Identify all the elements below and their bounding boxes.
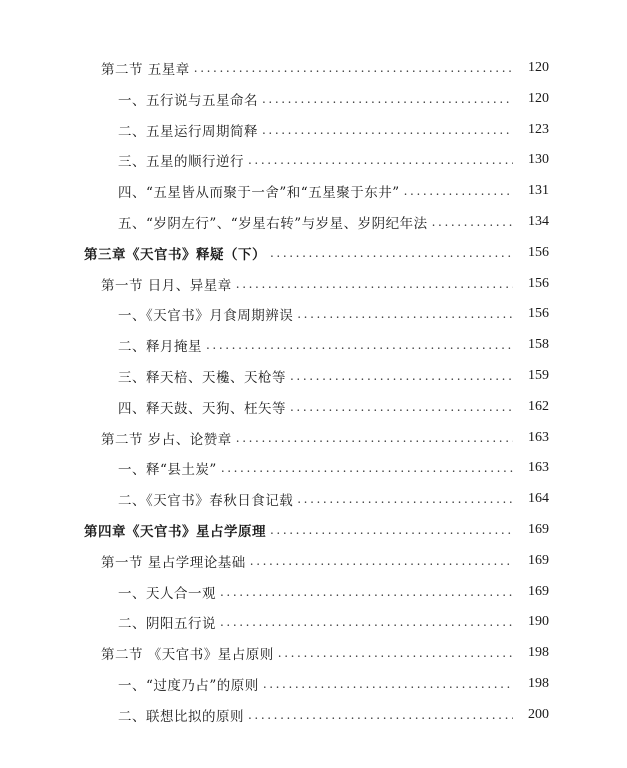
toc-page-number: 156 xyxy=(528,275,549,291)
toc-entry-title: 二、阴阳五行说 xyxy=(118,616,216,633)
toc-entry-item[interactable] xyxy=(0,87,627,111)
toc-entry-chapter[interactable] xyxy=(0,518,627,542)
toc-page-number: 134 xyxy=(528,214,549,229)
toc-entry-section[interactable] xyxy=(0,56,627,80)
toc-page-number: 156 xyxy=(528,244,549,260)
toc-leader-dots xyxy=(263,677,513,691)
toc-entry-title: 第二节 岁占、论赞章 xyxy=(101,431,232,448)
toc-entry-title: 五、“岁阴左行”、“岁星右转”与岁星、岁阴纪年法 xyxy=(118,216,428,232)
toc-leader-dots xyxy=(262,123,513,137)
toc-page-number: 120 xyxy=(528,60,549,75)
toc-leader-dots xyxy=(270,246,513,260)
toc-page-number: 169 xyxy=(528,552,549,568)
toc-page-number: 200 xyxy=(528,706,549,722)
toc-leader-dots xyxy=(262,92,513,106)
toc-page-number: 162 xyxy=(528,398,549,414)
toc-leader-dots xyxy=(220,585,513,599)
toc-entry-title: 一、《天官书》月食周期辨误 xyxy=(118,308,294,325)
toc-entry-item[interactable] xyxy=(0,118,627,142)
toc-entry-title: 第一节 日月、异星章 xyxy=(101,277,232,294)
toc-entry-item[interactable] xyxy=(0,580,627,604)
toc-leader-dots xyxy=(278,646,513,660)
toc-entry-title: 三、五星的顺行逆行 xyxy=(118,154,244,171)
toc-leader-dots xyxy=(206,338,513,352)
toc-entry-title: 二、五星运行周期简释 xyxy=(118,123,258,140)
toc-leader-dots xyxy=(248,708,513,722)
toc-entry-title: 第四章《天官书》星占学原理 xyxy=(84,524,266,540)
toc-leader-dots xyxy=(236,277,513,291)
toc-leader-dots xyxy=(194,61,513,75)
toc-entry-title: 一、天人合一观 xyxy=(118,585,216,602)
toc-page-number: 123 xyxy=(528,121,549,137)
toc-page-number: 159 xyxy=(528,368,549,383)
toc-page-number: 198 xyxy=(528,645,549,661)
toc-entry-item[interactable] xyxy=(0,364,627,388)
toc-entry-item[interactable] xyxy=(0,610,627,634)
toc-leader-dots xyxy=(221,461,513,475)
toc-leader-dots xyxy=(404,184,513,198)
toc-page-number: 169 xyxy=(528,522,549,537)
toc-entry-title: 第二节 五星章 xyxy=(101,62,190,78)
toc-entry-section[interactable] xyxy=(0,549,627,573)
toc-page-number: 163 xyxy=(528,429,549,445)
toc-entry-title: 第一节 星占学理论基础 xyxy=(101,554,246,571)
toc-entry-item[interactable] xyxy=(0,487,627,511)
toc-page-number: 163 xyxy=(528,460,549,476)
toc-entry-title: 第三章《天官书》释疑（下） xyxy=(84,246,266,263)
toc-entry-item[interactable] xyxy=(0,302,627,326)
toc-page-number: 156 xyxy=(528,306,549,322)
toc-entry-item[interactable] xyxy=(0,148,627,172)
toc-entry-section[interactable] xyxy=(0,272,627,296)
toc-entry-chapter[interactable] xyxy=(0,241,627,265)
toc-leader-dots xyxy=(220,615,513,629)
toc-entry-title: 三、释天棓、天欃、天枪等 xyxy=(118,370,286,386)
toc-leader-dots xyxy=(290,369,513,383)
toc-page-number: 190 xyxy=(528,614,549,630)
toc-leader-dots xyxy=(297,492,513,506)
toc-entry-item[interactable] xyxy=(0,703,627,727)
toc-page-number: 158 xyxy=(528,337,549,353)
toc-page-number: 120 xyxy=(528,90,549,106)
toc-entry-item[interactable] xyxy=(0,456,627,480)
toc-entry-title: 第二节 《天官书》星占原则 xyxy=(101,647,274,664)
toc-page-number: 130 xyxy=(528,152,549,168)
toc-entry-title: 四、“五星皆从而聚于一舍”和“五星聚于东井” xyxy=(118,185,400,202)
toc-leader-dots xyxy=(432,215,513,229)
toc-leader-dots xyxy=(290,400,513,414)
toc-entry-title: 一、五行说与五星命名 xyxy=(118,92,258,109)
toc-entry-item[interactable] xyxy=(0,333,627,357)
toc-leader-dots xyxy=(297,307,513,321)
toc-entry-section[interactable] xyxy=(0,426,627,450)
toc-entry-title: 四、释天鼓、天狗、枉矢等 xyxy=(118,400,286,417)
toc-leader-dots xyxy=(248,153,513,167)
toc-entry-title: 二、释月掩星 xyxy=(118,339,202,356)
toc-entry-title: 二、联想比拟的原则 xyxy=(118,708,244,725)
toc-entry-section[interactable] xyxy=(0,641,627,665)
toc-page-number: 131 xyxy=(528,183,549,199)
toc-page-number: 198 xyxy=(528,676,549,691)
toc-entry-title: 一、“过度乃占”的原则 xyxy=(118,678,259,694)
toc-page-number: 169 xyxy=(528,583,549,599)
toc-entry-item[interactable] xyxy=(0,395,627,419)
toc-entry-title: 一、释“县土炭” xyxy=(118,462,217,479)
toc-leader-dots xyxy=(250,554,513,568)
toc-leader-dots xyxy=(270,523,513,537)
toc-page-number: 164 xyxy=(528,491,549,507)
toc-entry-title: 二、《天官书》春秋日食记载 xyxy=(118,493,294,510)
toc-entry-item[interactable] xyxy=(0,179,627,203)
toc-entry-item[interactable] xyxy=(0,672,627,696)
toc-entry-item[interactable] xyxy=(0,210,627,234)
toc-leader-dots xyxy=(236,431,513,445)
